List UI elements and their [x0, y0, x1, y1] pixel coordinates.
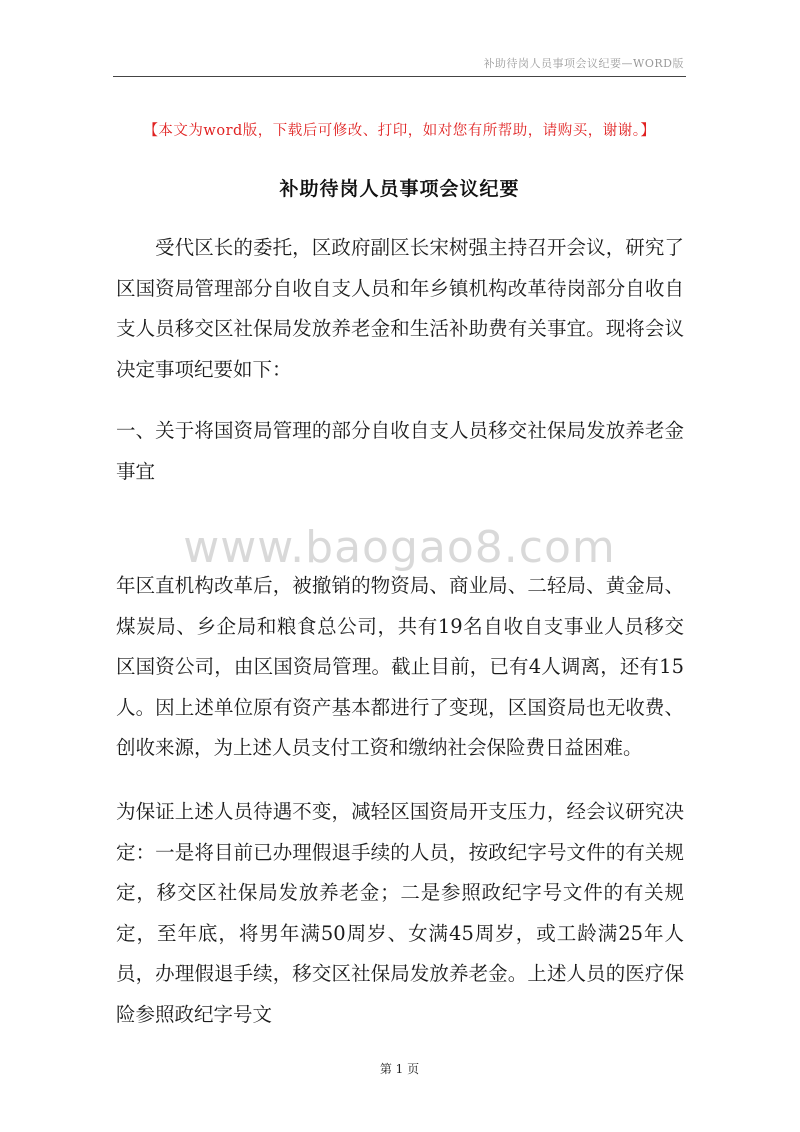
paragraph-intro: 受代区长的委托，区政府副区长宋树强主持召开会议，研究了区国资局管理部分自收自支人员和年乡镇机构改革待岗部分自收自支人员移交区社保局发放养老金和生活补助费有关事宜。现将会议决定事项纪要如下： — [116, 236, 684, 381]
header-divider — [113, 76, 686, 77]
running-header: 补助待岗人员事项会议纪要—WORD版 — [483, 57, 684, 70]
watermark: www.baogao8.com — [183, 522, 616, 573]
paragraph-background: 年区直机构改革后，被撤销的物资局、商业局、二轻局、黄金局、煤炭局、乡企局和粮食总公司，共有19名自收自支事业人员移交区国资公司，由区国资局管理。截止目前，已有4人调离，还有15人。因上述单位原有资产基本都进行了变现，区国资局也无收费、创收来源，为上述人员支付工资和缴纳社会保险费日益困难。 — [116, 574, 684, 759]
section-heading-1: 一、关于将国资局管理的部分自收自支人员移交社保局发放养老金事宜 — [116, 419, 684, 483]
page-number: 第 1 页 — [379, 1062, 420, 1076]
paragraph-decision: 为保证上述人员待遇不变，减轻区国资局开支压力，经会议研究决定：一是将目前已办理假退手续的人员，按政纪字号文件的有关规定，移交区社保局发放养老金；二是参照政纪字号文件的有关规定，至年底，将男年满50周岁、女满45周岁，或工龄满25年人员，办理假退手续，移交区社保局发放养老金。上述人员的医疗保险参照政纪字号文 — [116, 800, 684, 1026]
purchase-notice: 【本文为word版，下载后可修改、打印，如对您有所帮助，请购买，谢谢。】 — [143, 123, 656, 139]
document-title: 补助待岗人员事项会议纪要 — [279, 178, 520, 200]
